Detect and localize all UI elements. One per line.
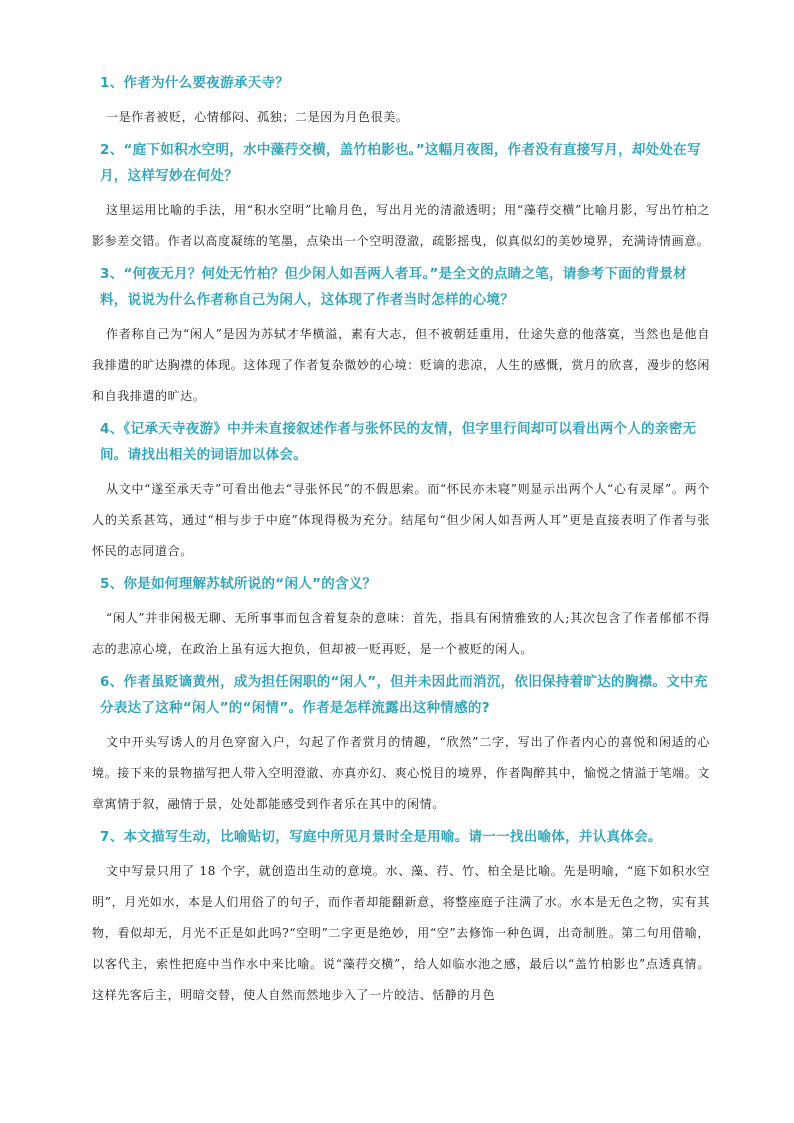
- qa-item-2: [92, 137, 710, 257]
- question-7: 7、本文描写生动，比喻贴切，写庭中所见月景时全是用喻。请一一找出喻体，并认真体会。: [100, 829, 662, 845]
- qa-item-1: [92, 70, 710, 133]
- answer-6: 文中开头写诱人的月色穿窗入户，勾起了作者赏月的情趣，“欣然”二字，写出了作者内心的喜悦和闲适的心境。接下来的景物描写把人带入空明澄澈、亦真亦幻、爽心悦目的境界，作者陶醉其中，愉悦之情溢于笔端。文章寓情于叙，融情于景，处处都能感受到作者乐在其中的闲情。: [92, 735, 710, 811]
- answer-5: “闲人”并非闲极无聊、无所事事而包含着复杂的意味：首先，指具有闲情雅致的人;其次包含了作者郁郁不得志的悲凉心境，在政治上虽有远大抱负，但却被一贬再贬，是一个被贬的闲人。: [92, 611, 710, 656]
- answer-2: 这里运用比喻的手法，用“积水空明”比喻月色，写出月光的清澈透明；用“藻荇交横”比喻月影，写出竹柏之影参差交错。作者以高度凝练的笔墨，点染出一个空明澄澈，疏影摇曳，似真似幻的美妙境界，充满诗情画意。: [92, 203, 710, 248]
- answer-1: 一是作者被贬，心情郁闷、孤独；二是因为月色很美。: [106, 110, 409, 124]
- question-5: 5、你是如何理解苏轼所说的“闲人”的含义？: [100, 576, 377, 592]
- question-4: 4、《记承天寺夜游》中并未直接叙述作者与张怀民的友情，但字里行间却可以看出两个人的亲密无间。请找出相关的词语加以体会。: [100, 421, 697, 463]
- question-3: 3、“何夜无月？何处无竹柏？但少闲人如吾两人者耳。”是全文的点睛之笔，请参考下面的背景材料，说说为什么作者称自己为闲人，这体现了作者当时怎样的心境？: [100, 266, 688, 308]
- answer-4: 从文中“遂至承天寺”可看出他去“寻张怀民”的不假思索。而“怀民亦未寝”则显示出两个人“心有灵犀”。两个人的关系甚笃，通过“相与步于中庭”体现得极为充分。结尾句“但少闲人如吾两人耳”更是直接表明了作者与张怀民的志同道合。: [92, 482, 710, 558]
- answer-3: 作者称自己为“闲人”是因为苏轼才华横溢，素有大志，但不被朝廷重用，仕途失意的他落寞，当然也是他自我排遣的旷达胸襟的体现。这体现了作者复杂微妙的心境：贬谪的悲凉，人生的感慨，赏月的欣喜，漫步的悠闲和自我排遣的旷达。: [92, 327, 710, 403]
- qa-item-7: [92, 824, 710, 1011]
- question-6: 6、作者虽贬谪黄州，成为担任闲职的“闲人”，但并未因此而消沉，依旧保持着旷达的胸襟。文中充分表达了这种“闲人”的“闲情”。作者是怎样流露出这种情感的?: [100, 674, 708, 716]
- qa-item-4: [92, 416, 710, 567]
- answer-7: 文中写景只用了 18 个字，就创造出生动的意境。水、藻、荇、竹、柏全是比喻。先是明喻，“庭下如积水空明”，月光如水，本是人们用俗了的句子，而作者却能翻新意，将整座庭子注满了水。水本是无色之物，实有其物，看似却无，月光不正是如此吗?“空明”二字更是绝妙，用“空”去修饰一种色调，出奇制胜。第二句用借喻，以客代主，索性把庭中当作水中来比喻。说“藻荇交横”，给人如临水池之感，最后以“盖竹柏影也”点透真情。这样先客后主，明暗交替，使人自然而然地步入了一片皎洁、恬静的月色: [92, 864, 710, 1002]
- question-1: 1、作者为什么要夜游承天寺？: [100, 75, 290, 91]
- qa-item-6: [92, 669, 710, 820]
- qa-item-5: [92, 571, 710, 665]
- question-2: 2、“庭下如积水空明，水中藻荇交横，盖竹柏影也。”这幅月夜图，作者没有直接写月，却处处在写月，这样写妙在何处？: [100, 142, 701, 184]
- qa-item-3: [92, 261, 710, 412]
